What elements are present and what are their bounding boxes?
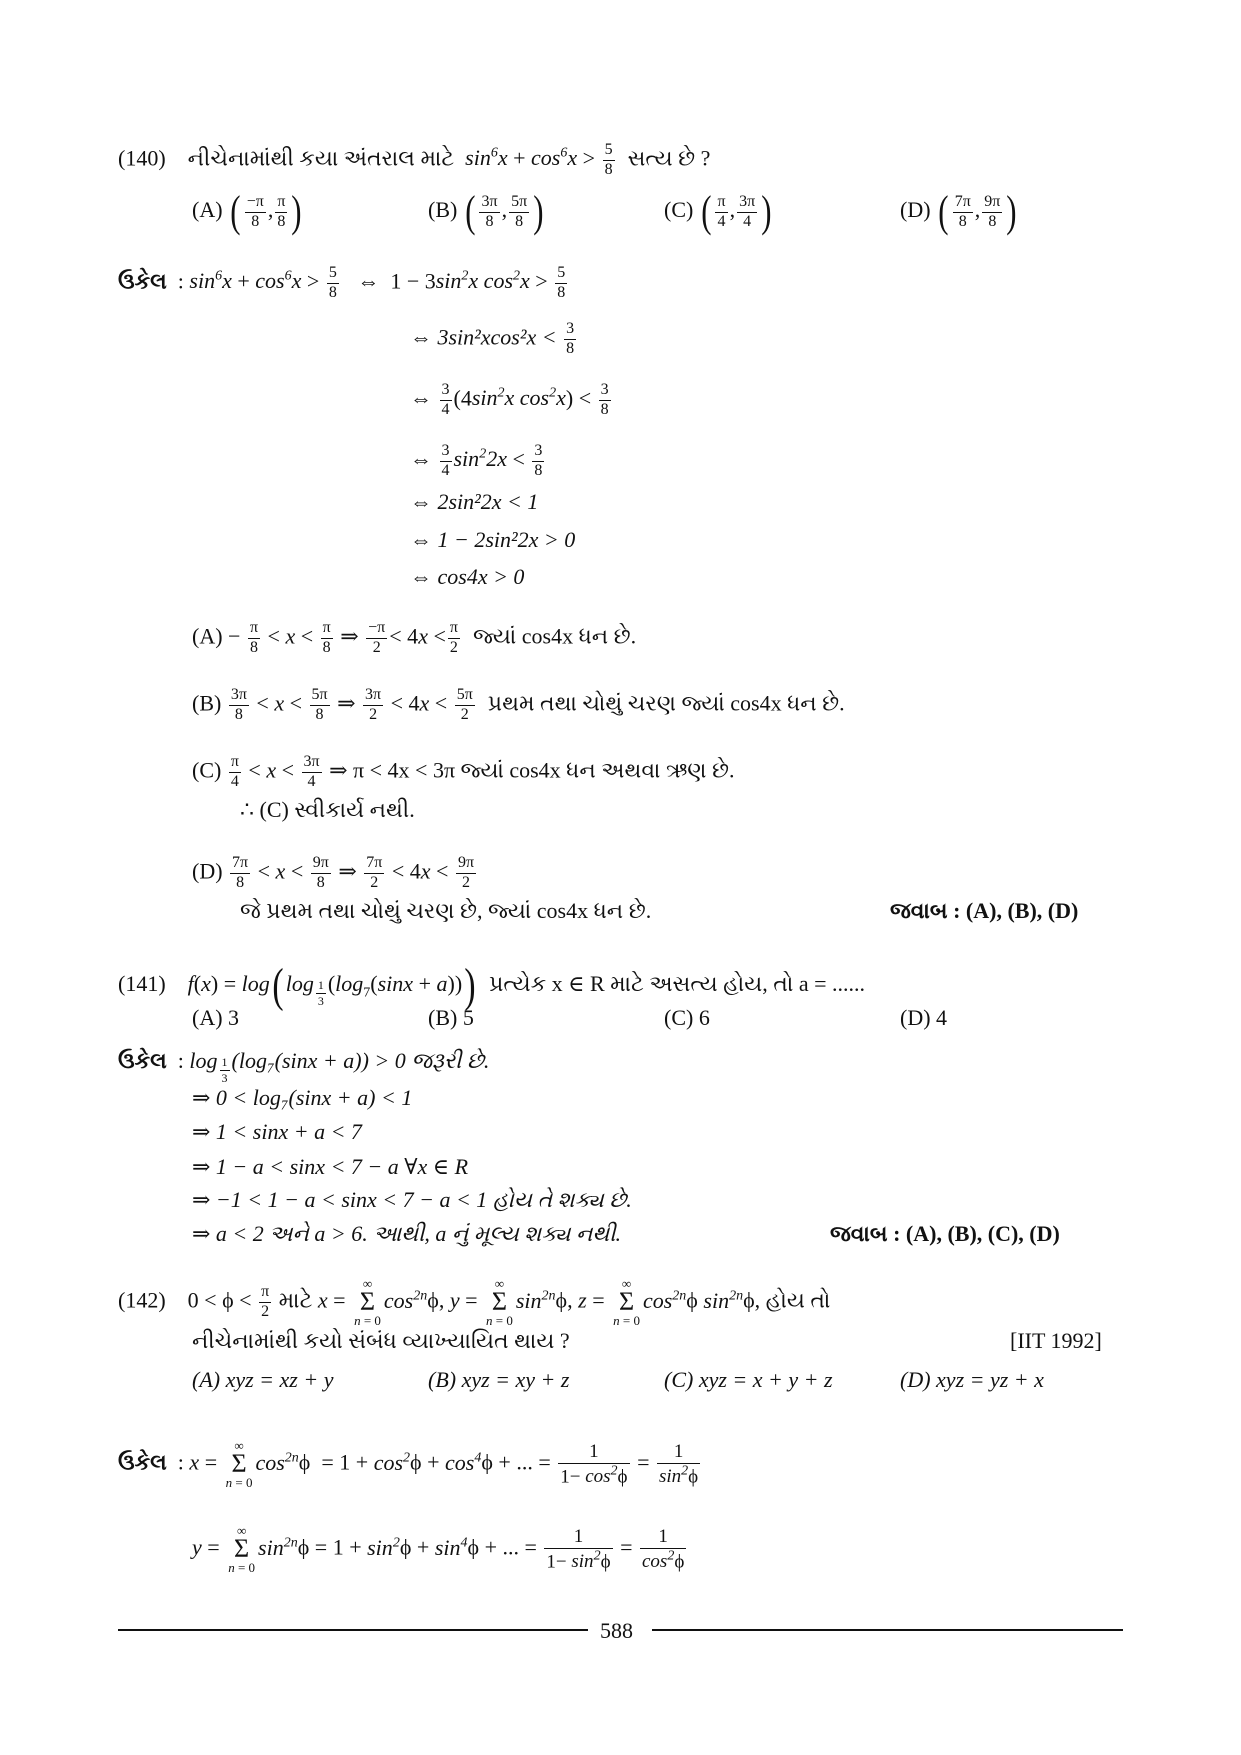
q141-step5: ⇒ a < 2 અને a > 6. આથી, a નું મૂલ્ય શક્ય નથી. xyxy=(192,1221,622,1246)
footer-rule-right xyxy=(652,1629,1123,1631)
q142-question: (142) 0 < ϕ < $\frac{\pi}{2}$ માટે x = ∞ Σ $n = 0\cos^{2n}\phi$, y = ∞ Σ $n = 0\sin^{2n}\phi$, z = ∞ Σ $n = 0\cos^{2n}\phi$ $\sin^{2n}\phi$, હોય તો xyxy=(118,1276,831,1329)
q141-option-a: (A) 3 xyxy=(192,1005,240,1030)
page-number: 588 xyxy=(600,1618,633,1643)
q140-step5: ⇔ 1 − 2sin²2x > 0 xyxy=(410,527,576,552)
q140-step4: ⇔ 2sin²2x < 1 xyxy=(410,489,539,514)
q141-step1: ⇒ 0 < log₇(sinx + a) < 1 xyxy=(192,1085,413,1110)
q140-case-a: (A) − $\frac{\pi}{8}$ < x < $\frac{\pi}{8}$ ⇒ $\frac{-\pi}{2}$ < 4x < $\frac{\pi}{2}$ જ્યાં cos4x ધન છે. xyxy=(192,619,637,656)
q140-step6: ⇔ cos4x > 0 xyxy=(410,564,525,589)
q140-case-c: (C) $\frac{\pi}{4}$ < x < $\frac{3\pi}{4}$ ⇒ π < 4x < 3π જ્યાં cos4x ધન અથવા ઋણ છે. xyxy=(192,753,735,790)
q140-case-d: (D) $\frac{7\pi}{8}$ < x < $\frac{9\pi}{8}$ ⇒ $\frac{7\pi}{2}$ < 4x < $\frac{9\pi}{2}$ xyxy=(192,854,475,891)
q140-case-b: (B) $\frac{3\pi}{8}$ < x < $\frac{5\pi}{8}$ ⇒ $\frac{3\pi}{2}$ < 4x < $\frac{5\pi}{2}$ પ્રથમ તથા ચોથું ચરણ જ્યાં cos4x ધન છે. xyxy=(192,686,845,723)
q140-case-d-text: જે પ્રથમ તથા ચોથું ચરણ છે, જ્યાં cos4x ધન છે. xyxy=(240,898,652,923)
q142-option-a: (A) xyz = xz + y xyxy=(192,1367,334,1392)
q142-solution-y: y = ∞ Σ $n = 0\sin^{2n}\phi = 1 + \sin^2\phi + \sin^4\phi$ + ... = $\frac{1}{1- \sin^2\phi}$ = $\frac{1}{\cos^2\phi}$ xyxy=(192,1523,685,1576)
q140-case-c-conclusion: ∴ (C) સ્વીકાર્ય નથી. xyxy=(240,797,415,822)
q140-solution-line1: ઉકેલ : $\sin^6x + \cos^6x$ > $\frac{5}{8}$ ⇔ $1 - 3\sin^2x$ $\cos^2x$ > $\frac{5}{8}$ xyxy=(118,264,566,301)
q140-answer: જવાબ : (A), (B), (D) xyxy=(890,898,1079,923)
q140-step2: ⇔ $\frac{3}{4}$ ($4\sin^2x$ $\cos^2x$) < $\frac{3}{8}$ xyxy=(410,381,609,418)
q140-option-a: (A) ( $\frac{-\pi}{8}$ , $\frac{\pi}{8}$ ) xyxy=(192,187,302,236)
solution-label: ઉકેલ xyxy=(118,268,167,294)
q142-line2: નીચેનામાંથી કયો સંબંધ વ્યાખ્યાયિત થાય ? xyxy=(192,1328,570,1353)
q140-fraction: $\frac{5}{8}$ xyxy=(604,141,613,178)
q141-answer: જવાબ : (A), (B), (C), (D) xyxy=(830,1221,1060,1246)
q141-step4: ⇒ −1 < 1 − a < sinx < 7 − a < 1 હોય તે શક્ય છે. xyxy=(192,1187,632,1212)
q141-option-c: (C) 6 xyxy=(664,1005,710,1030)
q141-step2: ⇒ 1 < sinx + a < 7 xyxy=(192,1119,362,1144)
q140-step3: ⇔ $\frac{3}{4}$ $\sin^22x$ < $\frac{3}{8}$ xyxy=(410,442,543,479)
q140-option-c: (C) ( $\frac{\pi}{4}$ , $\frac{3\pi}{4}$ ) xyxy=(664,187,772,236)
q141-step3: ⇒ 1 − a < sinx < 7 − a ∀x ∈ R xyxy=(192,1154,469,1179)
q140-option-d: (D) ( $\frac{7\pi}{8}$ , $\frac{9\pi}{8}$ ) xyxy=(900,187,1017,236)
solution-label: ઉકેલ xyxy=(118,1449,167,1475)
q140-option-b: (B) ( $\frac{3\pi}{8}$ , $\frac{5\pi}{8}$ ) xyxy=(428,187,544,236)
q141-question: (141) f(x) = log( log $_{\frac{1}{3}}$ $(\log_7(\sin x + a))$) પ્રત્યેક x ∈ R માટે અસત્ય હોય, તો a = ...... xyxy=(118,959,866,1012)
q141-option-d: (D) 4 xyxy=(900,1005,948,1030)
q140-text-a: નીચેનામાંથી કયા અંતરાલ માટે xyxy=(187,145,455,171)
q142-option-b: (B) xyz = xy + z xyxy=(428,1367,570,1392)
q140-question: (140) નીચેનામાંથી કયા અંતરાલ માટે $\sin^6x + \cos^6x$ > $\frac{5}{8}$ સત્ય છે ? xyxy=(118,141,711,178)
q140-step1: ⇔ 3sin²xcos²x < $\frac{3}{8}$ xyxy=(410,320,575,357)
q142-solution-x: ઉકેલ : x = ∞ Σ $n = 0\cos^{2n}\phi = 1 + \cos^2\phi + \cos^4\phi$ + ... = $\frac{1}{1- \cos^2\phi}$ = $\frac{1}{\sin^2\phi}$ xyxy=(118,1438,699,1491)
solution-label: ઉકેલ xyxy=(118,1048,167,1073)
q141-option-b: (B) 5 xyxy=(428,1005,474,1030)
q142-option-d: (D) xyz = yz + x xyxy=(900,1367,1044,1392)
q140-number: (140) xyxy=(118,145,166,171)
q142-option-c: (C) xyz = x + y + z xyxy=(664,1367,833,1392)
q142-reference: [IIT 1992] xyxy=(1010,1328,1102,1353)
q140-text-b: સત્ય છે ? xyxy=(627,145,711,171)
q141-solution-line1: ઉકેલ : log $_{\frac{1}{3}}$ (log₇(sinx + a)) > 0 જરૂરી છે. xyxy=(118,1048,490,1085)
footer-rule-left xyxy=(118,1629,588,1631)
